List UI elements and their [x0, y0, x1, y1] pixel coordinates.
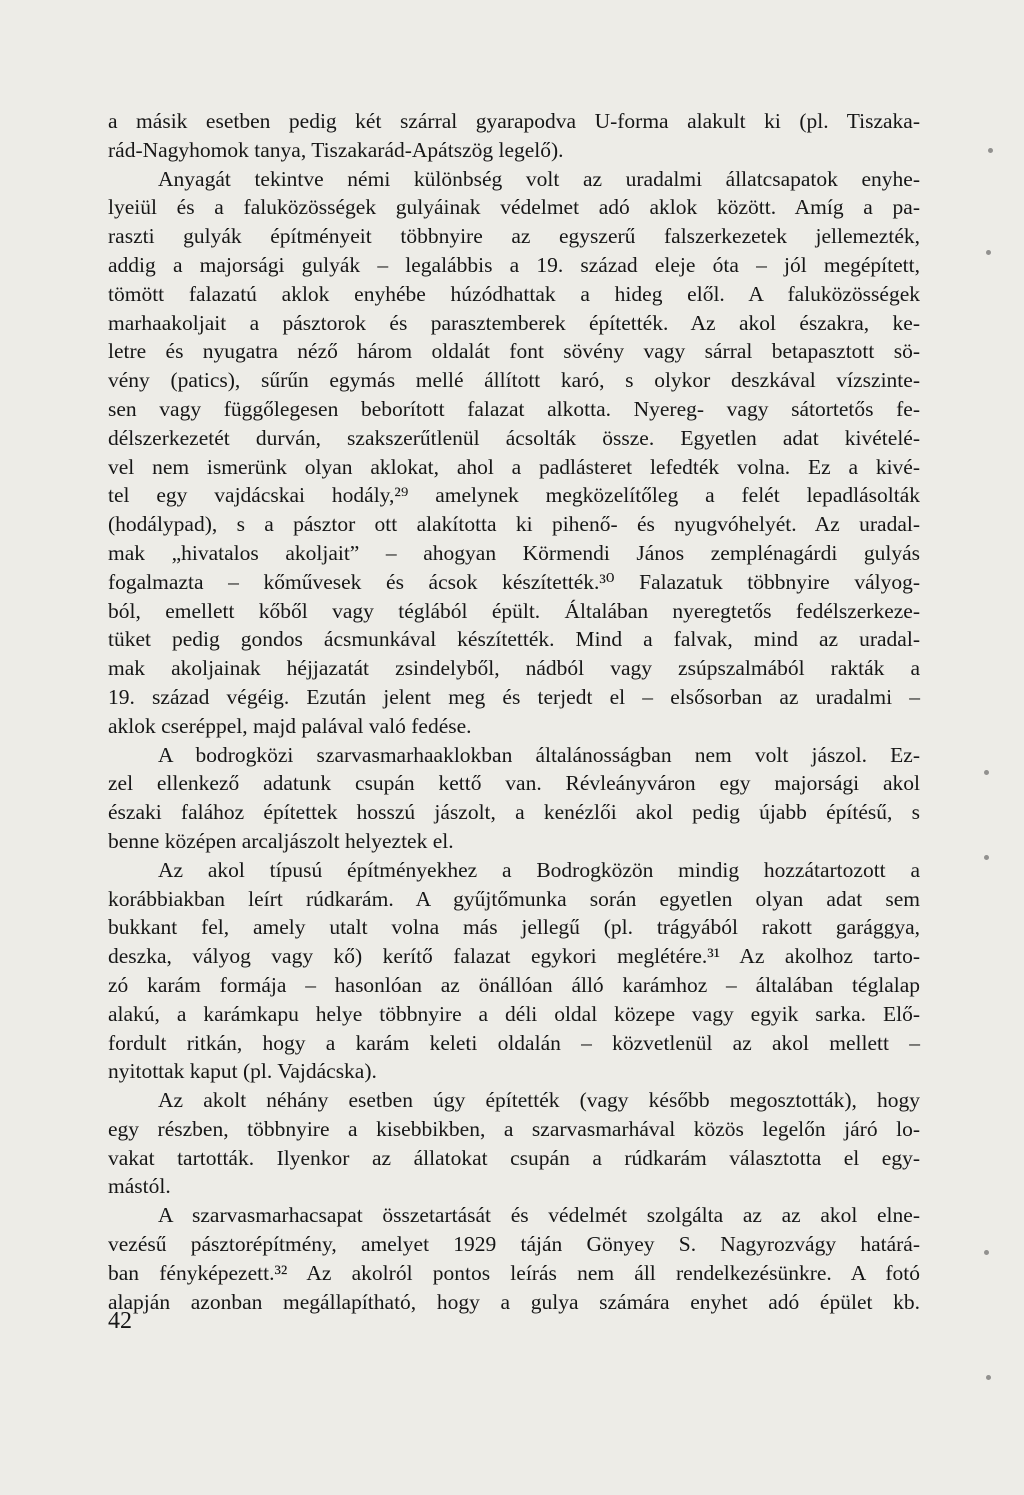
text-line: bukkant fel, amely utalt volna más jellegű (pl. trágyából rakott garággya,: [108, 915, 920, 940]
text-line: nyitottak kaput (pl. Vajdácska).: [108, 1059, 377, 1084]
text-line: fordult ritkán, hogy a karám keleti oldalán – közvetlenül az akol mellett –: [108, 1030, 920, 1055]
text-line: raszti gulyák építményeit többnyire az egyszerű falszerkezetek jellemezték,: [108, 224, 920, 249]
text-line: korábbiakban leírt rúdkarám. A gyűjtőmunka során egyetlen olyan adat sem: [108, 886, 920, 911]
text-line: tel egy vajdácskai hodály,²⁹ amelynek megközelítőleg a felét lepadlásolták: [108, 483, 920, 508]
text-line: 19. század végéig. Ezután jelent meg és terjedt el – elsősorban az uradalmi –: [108, 684, 920, 709]
text-line: zel ellenkező adatunk csupán kettő van. Révleányváron egy majorsági akol: [108, 771, 920, 796]
scan-speck: [988, 148, 993, 153]
scan-speck: [984, 855, 989, 860]
text-line: ból, emellett kőből vagy téglából épült. Általában nyeregtetős fedélszerkeze-: [108, 598, 920, 623]
text-line: letre és nyugatra néző három oldalát font sövény vagy sárral betapasztott sö-: [108, 339, 920, 364]
scan-speck: [984, 1250, 989, 1255]
text-line: ban fényképezett.³² Az akolról pontos leírás nem áll rendelkezésünkre. A fotó: [108, 1260, 920, 1285]
text-line: marhaakoljait a pásztorok és parasztemberek építették. Az akol északra, ke-: [108, 310, 920, 335]
text-line: vény (patics), sűrűn egymás mellé állított karó, s olykor deszkával vízszinte-: [108, 368, 920, 393]
page-number: 42: [108, 1308, 132, 1334]
text-line: A szarvasmarhacsapat összetartását és védelmét szolgálta az az akol elne-: [158, 1203, 920, 1228]
text-line: fogalmazta – kőművesek és ácsok készítették.³⁰ Falazatuk többnyire vályog-: [108, 569, 920, 594]
text-line: tömött falazatú aklok enyhébe húzódhattak a hideg elől. A faluközösségek: [108, 281, 920, 306]
text-line: Anyagát tekintve némi különbség volt az uradalmi állatcsapatok enyhe-: [158, 166, 920, 191]
text-line: vakat tartották. Ilyenkor az állatokat csupán a rúdkarám választotta el egy-: [108, 1145, 920, 1170]
text-line: deszka, vályog vagy kő) kerítő falazat egykori meglétére.³¹ Az akolhoz tarto-: [108, 944, 920, 969]
text-line: Az akol típusú építményekhez a Bodrogközön mindig hozzátartozott a: [158, 857, 920, 882]
scan-speck: [984, 770, 989, 775]
text-line: rád-Nagyhomok tanya, Tiszakarád-Apátszög legelő).: [108, 137, 564, 162]
text-line: mak „hivatalos akoljait” – ahogyan Körmendi János zemplénagárdi gulyás: [108, 540, 920, 565]
text-line: zó karám formája – hasonlóan az önállóan álló karámhoz – általában téglalap: [108, 972, 920, 997]
text-line: benne középen arcaljászolt helyeztek el.: [108, 828, 454, 853]
text-line: lyeiül és a faluközösségek gulyáinak védelmet adó aklok között. Amíg a pa-: [108, 195, 920, 220]
text-line: addig a majorsági gulyák – legalábbis a 19. század eleje óta – jól megépített,: [108, 252, 920, 277]
text-line: mak akoljainak héjjazatát zsindelyből, nádból vagy zsúpszalmából rakták a: [108, 656, 920, 681]
text-line: alapján azonban megállapítható, hogy a gulya számára enyhet adó épület kb.: [108, 1289, 920, 1314]
scan-speck: [986, 1375, 991, 1380]
text-line: Az akolt néhány esetben úgy építették (vagy később megosztották), hogy: [158, 1088, 920, 1113]
text-line: egy részben, többnyire a kisebbikben, a szarvasmarhával közös legelőn járó lo-: [108, 1116, 920, 1141]
text-line: északi falához építettek hosszú jászolt, a kenézlői akol pedig újabb építésű, s: [108, 800, 920, 825]
body-text: [108, 107, 920, 1316]
text-line: A bodrogközi szarvasmarhaaklokban általánosságban nem volt jászol. Ez-: [158, 742, 920, 767]
text-line: mástól.: [108, 1174, 171, 1199]
text-line: vezésű pásztorépítmény, amelyet 1929 táján Gönyey S. Nagyrozvágy határá-: [108, 1232, 920, 1257]
text-line: a másik esetben pedig két szárral gyarapodva U-forma alakult ki (pl. Tiszaka-: [108, 109, 920, 133]
text-line: tüket pedig gondos ácsmunkával készítették. Mind a falvak, mind az uradal-: [108, 627, 920, 652]
text-line: alakú, a karámkapu helye többnyire a déli oldal közepe vagy egyik sarka. Elő-: [108, 1001, 920, 1026]
text-line: (hodálypad), s a pásztor ott alakította ki pihenő- és nyugvóhelyét. Az uradal-: [108, 512, 920, 537]
text-line: aklok cseréppel, majd palával való fedése.: [108, 713, 472, 738]
scan-speck: [986, 250, 991, 255]
text-line: délszerkezetét durván, szakszerűtlenül ácsolták össze. Egyetlen adat kivételé-: [108, 425, 920, 450]
text-line: sen vagy függőlegesen beborított falazat alkotta. Nyereg- vagy sátortetős fe-: [108, 396, 920, 421]
text-line: vel nem ismerünk olyan aklokat, ahol a padlásteret lefedték volna. Ez a kivé-: [108, 454, 920, 479]
